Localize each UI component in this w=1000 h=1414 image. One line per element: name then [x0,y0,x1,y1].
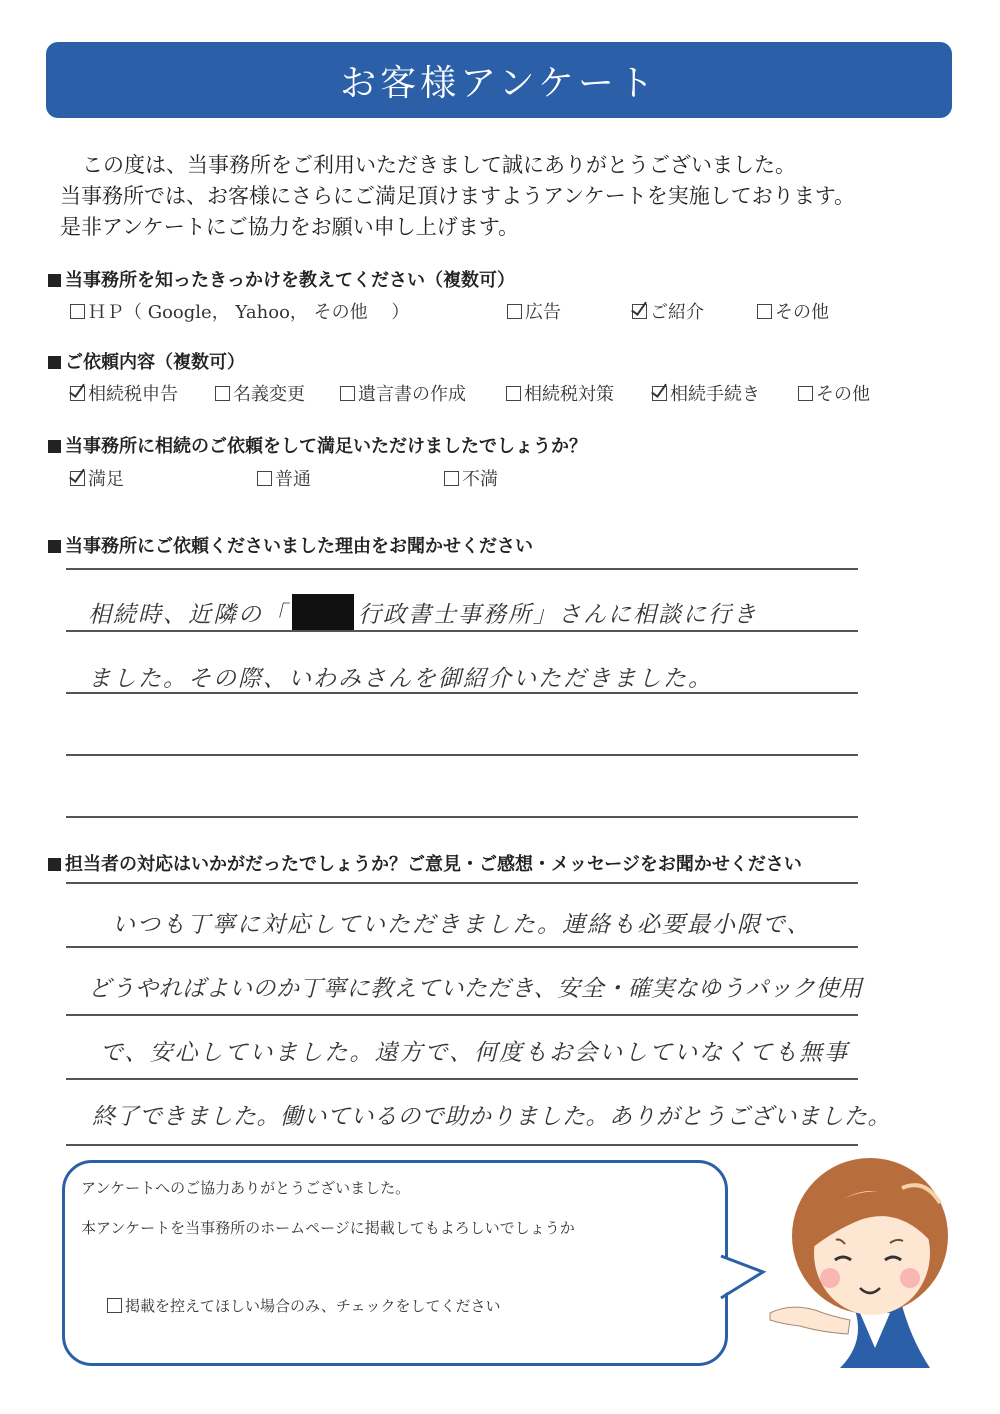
checkbox[interactable] [507,304,522,319]
footer-question: 本アンケートを当事務所のホームページに掲載してもよろしいでしょうか [81,1219,575,1237]
answer-rule [66,882,858,884]
q5-answer-line: いつも丁寧に対応していただきました。連絡も必要最小限で、 [112,912,812,938]
q2-option-tax-planning[interactable] [506,380,614,406]
option-label: 広告 [525,302,561,323]
option-label: 相続税申告 [88,384,178,405]
option-label: 普通 [275,469,311,490]
q2-heading [48,348,245,374]
q4-answer-line [88,594,758,630]
q5-answer-line: で、安心していました。遠方で、何度もお会いしていなくても無事 [100,1040,850,1066]
q4-answer-line: ました。その際、いわみさんを御紹介いただきました。 [88,666,713,692]
q1-option-referral[interactable] [632,298,704,324]
answer-rule [66,816,858,818]
checkbox[interactable] [506,386,521,401]
checkbox-checked[interactable] [70,471,85,486]
option-label: その他 [816,384,870,405]
option-label: ご紹介 [650,302,704,323]
q3-heading-text: 当事務所に相続のご依頼をして満足いただけましたでしょうか？ [65,436,587,457]
checkbox[interactable] [757,304,772,319]
checkbox[interactable] [257,471,272,486]
square-bullet-icon [48,540,61,553]
option-label: 不満 [462,469,498,490]
option-label: 相続手続き [670,384,760,405]
square-bullet-icon [48,858,61,871]
checkbox[interactable] [798,386,813,401]
q2-option-will[interactable] [340,380,466,406]
option-label: 名義変更 [233,384,305,405]
option-label: 掲載を控えてほしい場合のみ、チェックをしてください [125,1297,501,1315]
q5-answer-line: どうやればよいのか丁寧に教えていただき、安全・確実なゆうパック使用 [88,976,863,1002]
handwritten-text: 行政書士事務所」さんに相談に行き [358,602,758,628]
checkbox-checked[interactable] [70,386,85,401]
answer-rule [66,692,858,694]
q5-heading [48,850,802,876]
q2-option-other[interactable] [798,380,870,406]
answer-rule [66,630,858,632]
checkbox[interactable] [340,386,355,401]
option-label: 相続税対策 [524,384,614,405]
footer-thanks: アンケートへのご協力ありがとうございました。 [81,1179,411,1197]
q3-heading [48,432,587,458]
publish-optout-option[interactable] [107,1295,500,1316]
q1-heading [48,266,515,292]
intro-line: 是非アンケートにご協力をお願い申し上げます。 [60,215,520,239]
checkbox[interactable] [444,471,459,486]
answer-rule [66,1078,858,1080]
q1-option-other[interactable] [757,298,829,324]
answer-rule [66,946,858,948]
q3-option-average[interactable] [257,465,311,491]
q5-heading-text: 担当者の対応はいかがだったでしょうか？ご意見・ご感想・メッセージをお聞かせください [65,854,802,875]
intro-line: この度は、当事務所をご利用いただきまして誠にありがとうございました。 [82,153,796,177]
option-label: その他 [775,302,829,323]
answer-rule [66,568,858,570]
intro-line: 当事務所では、お客様にさらにご満足頂けますようアンケートを実施しております。 [60,184,856,208]
handwritten-text: 相続時、近隣の「 [88,602,288,628]
checkbox[interactable] [215,386,230,401]
speech-bubble [62,1160,728,1366]
answer-rule [66,1014,858,1016]
q2-option-procedures[interactable] [652,380,760,406]
q5-answer-line: 終了できました。働いているので助かりました。ありがとうございました。 [92,1104,891,1130]
checkbox-checked[interactable] [632,304,647,319]
square-bullet-icon [48,356,61,369]
answer-rule [66,754,858,756]
answer-rule [66,1144,858,1146]
q2-option-inheritance-tax-return[interactable] [70,380,178,406]
title-banner [46,42,952,118]
option-label: 満足 [88,469,124,490]
checkbox[interactable] [107,1298,122,1313]
redaction-block [292,594,354,630]
q3-option-satisfied[interactable] [70,465,124,491]
q4-heading [48,532,533,558]
page-title: お客様アンケート [340,62,658,104]
q1-option-hp[interactable] [70,298,409,324]
intro-text [60,150,960,243]
q2-option-name-change[interactable] [215,380,305,406]
checkbox[interactable] [70,304,85,319]
square-bullet-icon [48,440,61,453]
option-label: 遺言書の作成 [358,384,466,405]
option-label: ＨＰ（ Google， Yahoo， その他 ） [88,302,410,323]
q4-heading-text: 当事務所にご依頼くださいました理由をお聞かせください [65,536,533,557]
checkbox-checked[interactable] [652,386,667,401]
square-bullet-icon [48,274,61,287]
q1-heading-text: 当事務所を知ったきっかけを教えてください（複数可） [65,270,515,291]
staff-mascot-illustration [760,1148,980,1368]
q1-option-ad[interactable] [507,298,561,324]
q2-heading-text: ご依頼内容（複数可） [65,352,245,373]
q3-option-dissatisfied[interactable] [444,465,498,491]
